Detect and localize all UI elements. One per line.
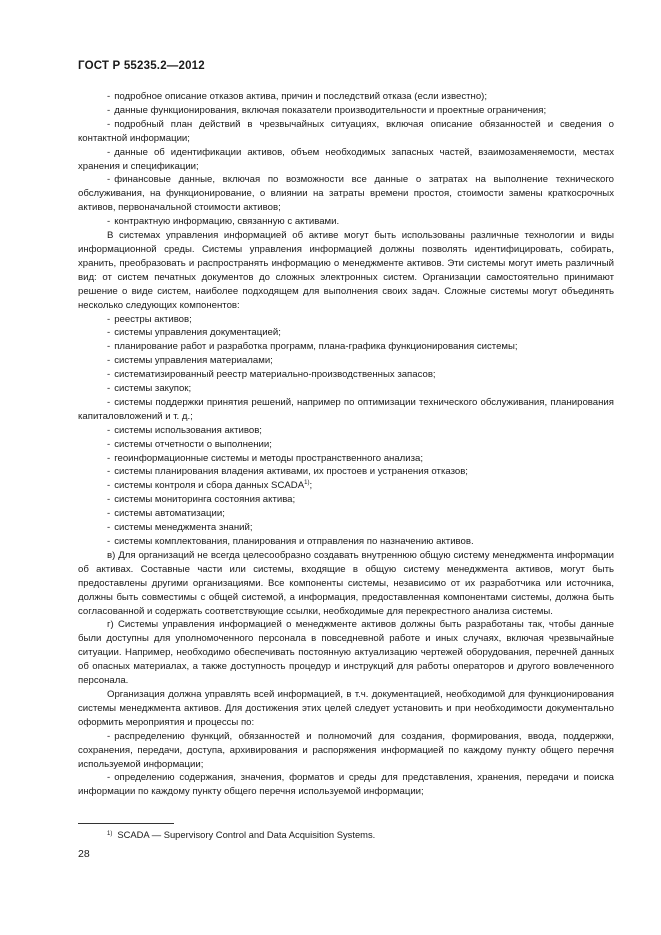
paragraph-text: В системах управления информацией об активе могут быть использованы различные технологии и виды информационной среды. Системы управления информацией должны позволять идентифицировать, собирать, хранить, преобразовать и распространять информацию о менеджменте активов. Эти системы могут иметь различный вид: от систем печатных документов до сложных электронных систем. Организации самостоятельно принимают решение о виде систем, наиболее подходящем для выполнения своих задач. Сложные системы могут объединять несколько следующих компонентов: [78,230,614,311]
paragraph-text: г) Системы управления информацией о менеджменте активов должны быть разработаны так, чтобы данные были доступны для уполномоченного персонала в повседневной работе и иных случаях, включая чрезвычайные ситуации. Например, необходимо обеспечивать постоянную актуализацию чертежей оборудования, перечней данных об опасных материалах, а также доступность процедур и инструкций для работы операторов и другого вовлеченного персонала. [78,619,614,687]
paragraph-text: данные об идентификации активов, объем необходимых запасных частей, взаимозаменяемости, местах хранения и спецификации; [78,146,614,172]
paragraph-text: финансовые данные, включая по возможности все данные о затратах на выполнение технического обслуживания, на функционирование, о влиянии на затраты времени простоя, стоимости замены краткосрочных активов, первоначальной стоимости активов; [78,174,614,214]
list-dash: - [107,327,111,339]
paragraph-text: системы контроля и сбора данных SCADA [114,480,305,492]
paragraph-text: определению содержания, значения, форматов и среды для представления, хранения, передачи и поиска информации по каждому пункту общего перечня используемой информации; [78,772,614,798]
footnote-mark: 1) [107,831,113,837]
list-item [78,326,614,340]
list-dash: - [107,313,111,325]
list-dash: - [107,104,111,116]
document-body [78,90,614,799]
list-dash: - [107,369,111,381]
list-dash: - [107,438,111,450]
paragraph-text: систематизированный реестр материально-производственных запасов; [114,369,436,381]
list-item [78,382,614,396]
paragraph-text: системы менеджмента знаний; [114,522,253,534]
paragraph-text: геоинформационные системы и методы пространственного анализа; [114,452,424,464]
list-dash: - [107,174,111,186]
list-item [78,521,614,535]
paragraph-text: системы планирования владения активами, их простоев и устранения отказов; [114,466,468,478]
list-item [78,479,614,493]
list-item [78,146,614,174]
document-header: ГОСТ Р 55235.2—2012 [78,60,205,72]
list-item [78,438,614,452]
page-number: 28 [78,848,90,860]
paragraph-text: планирование работ и разработка программ, плана-графика функционирования системы; [114,341,518,353]
list-dash: - [107,424,111,436]
list-item [78,313,614,327]
list-dash: - [107,118,111,130]
paragraph-text: подробный план действий в чрезвычайных ситуациях, включая описание обязанностей и сведения о контактной информации; [78,118,614,144]
list-dash: - [107,772,111,784]
paragraph-text: системы поддержки принятия решений, например по оптимизации технического обслуживания, планирования капиталовложений и т. д.; [78,396,614,422]
list-item [78,354,614,368]
paragraph-text: контрактную информацию, связанную с активами. [114,216,340,228]
list-item [78,340,614,354]
paragraph-text: в) Для организаций не всегда целесообразно создавать внутреннюю общую систему менеджмента информации об активах. Составные части или системы, входящие в общую систему менеджмента активов, могут быть предоставлены другими организациями. Все компоненты системы, независимо от их разработчика или источника, должны быть совместимы с общей системой, а информация, предоставленная компонентами системы, должна быть согласованной и содержать соответствующие ссылки, необходимые для перекрестного анализа системы. [78,549,614,617]
list-dash: - [107,536,111,547]
paragraph-text: системы использования активов; [114,424,262,436]
paragraph-text: системы мониторинга состояния актива; [114,494,296,506]
footnote [107,828,375,841]
paragraph-text: системы отчетности о выполнении; [114,438,272,450]
list-dash: - [107,480,111,492]
paragraph [78,229,614,312]
list-item [78,535,614,549]
paragraph-text: системы автоматизации; [114,508,225,520]
list-dash: - [107,341,111,353]
paragraph-text: подробное описание отказов актива, причин и последствий отказа (если известно); [114,91,488,102]
list-item [78,465,614,479]
paragraph [78,688,614,730]
list-item [78,452,614,466]
paragraph-text: реестры активов; [114,313,192,325]
paragraph-text: системы управления материалами; [114,355,273,367]
list-item [78,215,614,229]
list-dash: - [107,146,111,158]
paragraph-text: системы закупок; [114,383,192,395]
paragraph-text-tail: ; [309,480,313,492]
paragraph [78,549,614,619]
paragraph [78,618,614,688]
list-item [78,730,614,772]
list-dash: - [107,396,111,408]
list-dash: - [107,494,111,506]
paragraph-text: системы управления документацией; [114,327,281,339]
list-item [78,90,614,104]
list-dash: - [107,466,111,478]
list-dash: - [107,730,111,742]
list-item [78,104,614,118]
list-item [78,368,614,382]
footnote-reference: 1) [304,480,310,487]
list-dash: - [107,452,111,464]
paragraph-text: данные функционирования, включая показатели производительности и проектные ограничения; [114,104,547,116]
list-item [78,424,614,438]
list-item [78,771,614,799]
list-dash: - [107,522,111,534]
list-item [78,173,614,215]
list-dash: - [107,383,111,395]
list-item [78,493,614,507]
list-item [78,507,614,521]
list-dash: - [107,91,111,102]
list-item [78,396,614,424]
paragraph-text: Организация должна управлять всей информацией, в т.ч. документацией, необходимой для функционирования системы менеджмента активов. Для достижения этих целей следует установить и при необходимости документально оформить мероприятия и процессы по: [78,688,614,728]
list-dash: - [107,355,111,367]
list-item [78,118,614,146]
list-dash: - [107,508,111,520]
paragraph-text: системы комплектования, планирования и отправления по назначению активов. [114,536,474,547]
footnote-divider [78,823,174,824]
footnote-text: SCADA — Supervisory Control and Data Acquisition Systems. [117,829,376,840]
list-dash: - [107,216,111,228]
paragraph-text: распределению функций, обязанностей и полномочий для создания, формирования, ввода, поддержки, сохранения, передачи, доступа, архивирования и распоряжения информацией по каждому пункту общего перечня используемой информации; [78,730,614,770]
